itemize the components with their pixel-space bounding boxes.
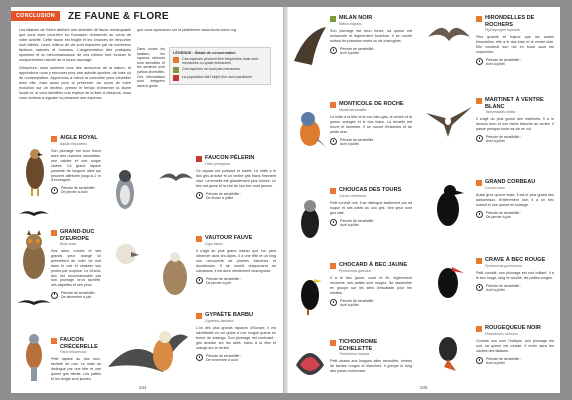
species-name: ROUGEQUEUE NOIR — [485, 325, 541, 331]
clock-icon — [476, 284, 483, 291]
period-label: Période de sensibilité : — [61, 186, 97, 191]
clock-icon — [476, 58, 483, 65]
section-tag: CONCLUSION — [11, 11, 60, 21]
species-name: MONTICOLE DE ROCHE — [339, 101, 404, 107]
sensitivity-period — [330, 138, 412, 146]
species-name: GRAND CORBEAU — [485, 179, 536, 185]
period-value: Avril à juillet — [486, 287, 505, 292]
species-name: FAUCON PÈLERIN — [205, 155, 255, 161]
crag-martin-illustration — [426, 17, 472, 53]
clock-icon — [330, 299, 337, 306]
clock-icon — [330, 138, 337, 145]
period-value: Avril à juillet — [486, 138, 505, 143]
species-name: VAUTOUR FAUVE — [205, 235, 253, 241]
species-description: Plus grande et trapue que les autres hirondelles, elle a le dos brun et le ventre clair. Elle construit son nid en boue sous les surplombs. — [476, 35, 554, 54]
eagle-owl-flight-silhouette — [17, 297, 51, 309]
kestrel-illustration — [19, 327, 49, 387]
species-entry — [196, 155, 276, 200]
golden-eagle-illustration — [19, 142, 51, 202]
species-entry — [330, 187, 412, 227]
griffon-vulture-head-illustration — [111, 239, 141, 269]
alpine-swift-illustration — [426, 99, 472, 139]
sensitivity-period — [476, 58, 554, 66]
species-name: GYPAÈTE BARBU — [205, 312, 254, 318]
bearded-vulture-illustration — [103, 307, 193, 387]
species-latin: Pyrrhocorax graculus — [339, 269, 372, 273]
species-latin: Falco peregrinus — [205, 162, 231, 166]
red-billed-chough-illustration — [426, 257, 472, 303]
species-name: CHOUCAS DES TOURS — [339, 187, 402, 193]
species-latin: Monticola saxatilis — [339, 108, 367, 112]
period-label: Période de sensibilité : — [340, 298, 376, 303]
species-entry — [196, 312, 276, 362]
sensitivity-period — [476, 211, 554, 219]
species-description: L'un des plus grands rapaces d'Europe, il est identifiable en vol grâce à une longue queue en forme de losange. Son plumage est contrasté : gris ardoise sur les ailes, blanc à la tête et orangé sur le ventre. — [196, 326, 276, 350]
status-badge — [51, 136, 57, 142]
page-title: ZE FAUNE & FLORE — [67, 10, 169, 22]
species-entry — [51, 135, 101, 194]
intro-note — [137, 47, 165, 88]
species-latin: Ptyonoprogne rupestris — [485, 28, 521, 32]
raven-illustration — [426, 179, 472, 231]
sensitivity-period — [330, 219, 412, 227]
sensitivity-period — [51, 291, 101, 299]
sensitivity-period — [476, 284, 554, 292]
status-badge — [476, 98, 482, 104]
black-kite-illustration — [292, 21, 328, 71]
left-page — [11, 7, 283, 393]
species-latin: Pyrrhocorax pyrrhocorax — [485, 264, 523, 268]
status-badge — [330, 188, 336, 194]
status-badge — [476, 180, 482, 186]
species-description: Petit corvidé, son plumage est noir brillant. Il a le bec rouge, long et courbé, les pattes rouges. — [476, 271, 554, 280]
legend-label: Ces espèces ne sont pas menacées — [182, 67, 240, 71]
peregrine-falcon-flight-sketch — [159, 167, 193, 187]
status-badge — [196, 156, 202, 162]
status-badge — [196, 313, 202, 319]
legend-label: Ces espèces peuvent être fréquentes mais sont menacées ou quasi menacées — [182, 57, 259, 65]
species-latin: Aquila chrysaetos — [60, 142, 87, 146]
period-value: Avril à juillet — [340, 141, 359, 146]
species-description: Il s'agit du plus grand des martinets. Il a le dessus brun et une tache blanche au ventre. Il passe presque toute sa vie en vol. — [476, 117, 554, 131]
period-label: Période de sensibilité : — [206, 353, 242, 358]
page-header — [11, 10, 169, 22]
species-description: Son plumage est brun foncé avec des nuances roussâtres, une calotte et une nuque claires. Ce grand rapace possède de longues ailes qui peuvent atteindre jusqu'à 2 m d'envergure. — [51, 149, 101, 183]
species-name: FAUCON CRÉCERELLE — [60, 337, 98, 350]
sensitivity-period — [196, 192, 276, 200]
period-value: De janvier à juin — [206, 280, 232, 285]
status-badge — [476, 326, 482, 332]
period-value: Avril à juillet — [340, 50, 359, 55]
species-latin: Tachymarptis melba — [485, 110, 516, 114]
intro-paragraph: Les falaises de l'Isère abritent une diversité de faune remarquable que vous avez peut-être eu l'occasion d'observer au cours de votre activité. Cette faune est fragile et les chances de rencontre sont faibles. Leurs milieux de vie sont impactés par de nombreux facteurs naturels et humains. L'augmentation des pratiques sportives et la méconnaissance de ces milieux font évoluer le comportement naturel de la faune sauvage. — [19, 28, 131, 62]
intro-paragraph: Dans toutes les falaises, les rapaces nicheurs sont sensibles et les secteurs sont parfois diversifiés. Ces informations sont intégrées dans le guide — [137, 47, 166, 88]
species-entry — [476, 97, 554, 143]
page-number: 344 — [139, 385, 147, 390]
clock-icon — [476, 357, 483, 364]
species-latin: Tichodroma muraria — [339, 352, 370, 356]
status-badge — [330, 340, 336, 346]
species-latin: Falco tinnunculus — [60, 350, 87, 354]
griffon-vulture-illustration — [156, 247, 194, 301]
period-label: Période de sensibilité : — [486, 356, 522, 361]
sensitivity-period — [476, 357, 554, 365]
period-label: Période de sensibilité : — [486, 283, 522, 288]
species-name: MARTINET À VENTRE BLANC — [485, 97, 544, 110]
period-label: Période de sensibilité : — [486, 57, 522, 62]
clock-icon — [51, 292, 58, 299]
sensitivity-period — [51, 186, 101, 194]
period-label: Période de sensibilité : — [61, 291, 97, 296]
period-value: De novembre à août — [206, 357, 238, 362]
species-description: Ce rapace est puissant et fuselé. Le mâle a le dos gris ardoisé et un ventre gris blanc finement rayé. La femelle est globalement plus foncée. Le bec est jaune et la cire de son bec sont jaunes. — [196, 169, 276, 188]
legend-label: La population fait l'objet d'un suivi particulier — [182, 75, 253, 79]
period-value: Avril à juillet — [486, 360, 505, 365]
legend-box — [169, 47, 271, 85]
page-number: 345 — [420, 385, 428, 390]
species-entry — [51, 337, 101, 382]
right-page — [288, 7, 560, 393]
species-entry — [476, 15, 554, 66]
sensitivity-period — [330, 47, 412, 55]
species-entry — [330, 339, 412, 374]
sensitivity-period — [476, 135, 554, 143]
golden-eagle-flight-silhouette — [19, 207, 49, 221]
clock-icon — [51, 187, 58, 194]
species-entry — [476, 257, 554, 292]
status-badge — [330, 263, 336, 269]
species-description: Le mâle a la tête et le cou bleu-gris, le ventre et la queue orangée et le dos blanc. La femelle est brune et tachetée. Il se nourrit d'insectes et de petits vers. — [330, 115, 412, 134]
clock-icon — [330, 47, 337, 54]
period-value: Avril à juillet — [340, 222, 359, 227]
species-name: TICHODROME ÉCHELETTE — [339, 339, 378, 352]
species-name: AIGLE ROYAL — [60, 135, 98, 141]
clock-icon — [196, 354, 203, 361]
species-description: Comme son nom l'indique, son plumage est noir, sa queue est rousse. Il niche dans les cavités des falaises. — [476, 339, 554, 353]
status-badge — [196, 236, 202, 242]
species-name: CRAVE À BEC ROUGE — [485, 257, 546, 263]
legend-title: LÉGENDE : Statut de conservation — [173, 51, 236, 55]
period-value: Avril à juillet — [340, 302, 359, 307]
legend-item — [173, 67, 267, 73]
species-entry — [51, 229, 101, 299]
species-latin: Gypaetus barbatus — [205, 319, 234, 323]
species-description: Petit corvidé noir, il se distingue facilement par sa nuque et ses côtés du cou gris. Ses yeux sont gris clair. — [330, 201, 412, 215]
species-latin: Corvus monedula — [339, 194, 366, 198]
species-description: Petit rapace au dos roux, tacheté de noir. Le mâle se distingue par une tête et une queue gris bleuté. Les pattes et les doigts sont jaunes. — [51, 357, 101, 381]
species-latin: Bubo bubo — [60, 242, 77, 246]
clock-icon — [476, 135, 483, 142]
species-latin: Gyps fulvus — [205, 242, 223, 246]
species-entry — [196, 235, 276, 285]
clock-icon — [330, 219, 337, 226]
species-latin: Corvus corax — [485, 186, 505, 190]
species-name: HIRONDELLES DE ROCHERS — [485, 15, 535, 28]
species-latin: Milvus migrans — [339, 22, 362, 26]
alpine-chough-illustration — [292, 269, 328, 317]
status-badge — [330, 16, 336, 22]
legend-swatch — [173, 67, 179, 73]
legend-swatch — [173, 75, 179, 81]
jackdaw-illustration — [292, 195, 328, 245]
period-label: Période de sensibilité : — [486, 134, 522, 139]
species-entry — [330, 262, 412, 307]
status-badge — [51, 338, 57, 344]
eagle-owl-illustration — [17, 229, 51, 287]
species-description: Aussi gros qu'une buse, il est le plus grand des passereaux. Entièrement noir, il a un bec massif et une queue en losange. — [476, 193, 554, 207]
species-entry — [330, 15, 412, 55]
species-latin: Phoenicurus ochruros — [485, 332, 518, 336]
period-label: Période de sensibilité : — [206, 191, 242, 196]
legend-swatch — [173, 57, 179, 63]
status-badge — [330, 102, 336, 108]
period-label: Période de sensibilité : — [486, 210, 522, 215]
status-badge — [476, 258, 482, 264]
species-description: Ses ailes, rondes et ses grands yeux orange lui permettent de voler de nuit dans le noir et chasser ses proies par surprise. Le Grand-duc est reconnaissable par son plumage brun tacheté, ses aigrettes et ses yeux. — [51, 249, 101, 288]
clock-icon — [196, 277, 203, 284]
period-value: Avril à juillet — [486, 61, 505, 66]
species-name: GRAND-DUC D'EUROPE — [60, 229, 95, 242]
period-value: De février à juillet — [206, 195, 234, 200]
legend-item — [173, 75, 267, 81]
rock-thrush-illustration — [292, 107, 328, 153]
wallcreeper-illustration — [292, 335, 328, 389]
period-value: De janvier à juin — [486, 214, 512, 219]
period-label: Période de sensibilité : — [340, 46, 376, 51]
intro-column-1 — [19, 28, 131, 101]
peregrine-falcon-illustration — [106, 165, 144, 217]
status-badge — [51, 230, 57, 236]
clock-icon — [476, 211, 483, 218]
period-label: Période de sensibilité : — [340, 137, 376, 142]
black-redstart-illustration — [426, 325, 472, 375]
species-entry — [330, 101, 412, 146]
period-value: De janvier à août — [61, 190, 88, 195]
species-entry — [476, 325, 554, 365]
species-entry — [476, 179, 554, 219]
clock-icon — [196, 192, 203, 199]
period-value: De décembre à juin — [61, 295, 92, 300]
sensitivity-period — [196, 277, 276, 285]
status-badge — [476, 16, 482, 22]
legend-item — [173, 57, 267, 65]
intro-paragraph: Grimpeurs, nous sommes tous des amoureux de la nature, et appréciions nous y retrouver pour une activité sportive, de loisir ou de contemplation. Apprenons à mieux la connaître pour cohabiter avec elle, mais aussi pour la préserver. Au cours de votre évolution sur un secteur, prenez le temps d'observer la faune locale et, si vous identifiez une espèce de la liste ci-dessous, nous vous invitons à signaler la présence des espèces — [19, 66, 131, 100]
sensitivity-period — [196, 354, 276, 362]
intro-column-2 — [137, 28, 275, 33]
period-label: Période de sensibilité : — [340, 218, 376, 223]
species-name: MILAN NOIR — [339, 15, 373, 21]
species-description: Il a le bec jaune, court et fin, légèrement recourbé, ses pattes sont rouges. Se rassemble en groupe sur les sites d'escalade pour les miettes. — [330, 276, 412, 295]
species-description: Petit oiseau aux longues ailes arrondies, ornées de taches rouges et blanches. Il grimpe le long des parois rocheuses. — [330, 359, 412, 373]
intro-paragraph: que vous apercevez sur la plateforme www.faune-isere.org — [137, 28, 236, 32]
species-description: Son plumage est brun foncé, sa queue est échancrée et légèrement fourchue. Il se nourrit surtout de poissons morts ou de charognes. — [330, 29, 412, 43]
species-name: CHOCARD À BEC JAUNE — [339, 262, 408, 268]
period-label: Période de sensibilité : — [206, 276, 242, 281]
species-description: Il s'agit du plus grand oiseau que l'on peut observer dans les Alpes. Il a une tête et un long cou recouverts de plumes blanches et duveteuses. Il se nourrit uniquement de carcasses, il est donc strictement charognard. — [196, 249, 276, 273]
sensitivity-period — [330, 299, 412, 307]
